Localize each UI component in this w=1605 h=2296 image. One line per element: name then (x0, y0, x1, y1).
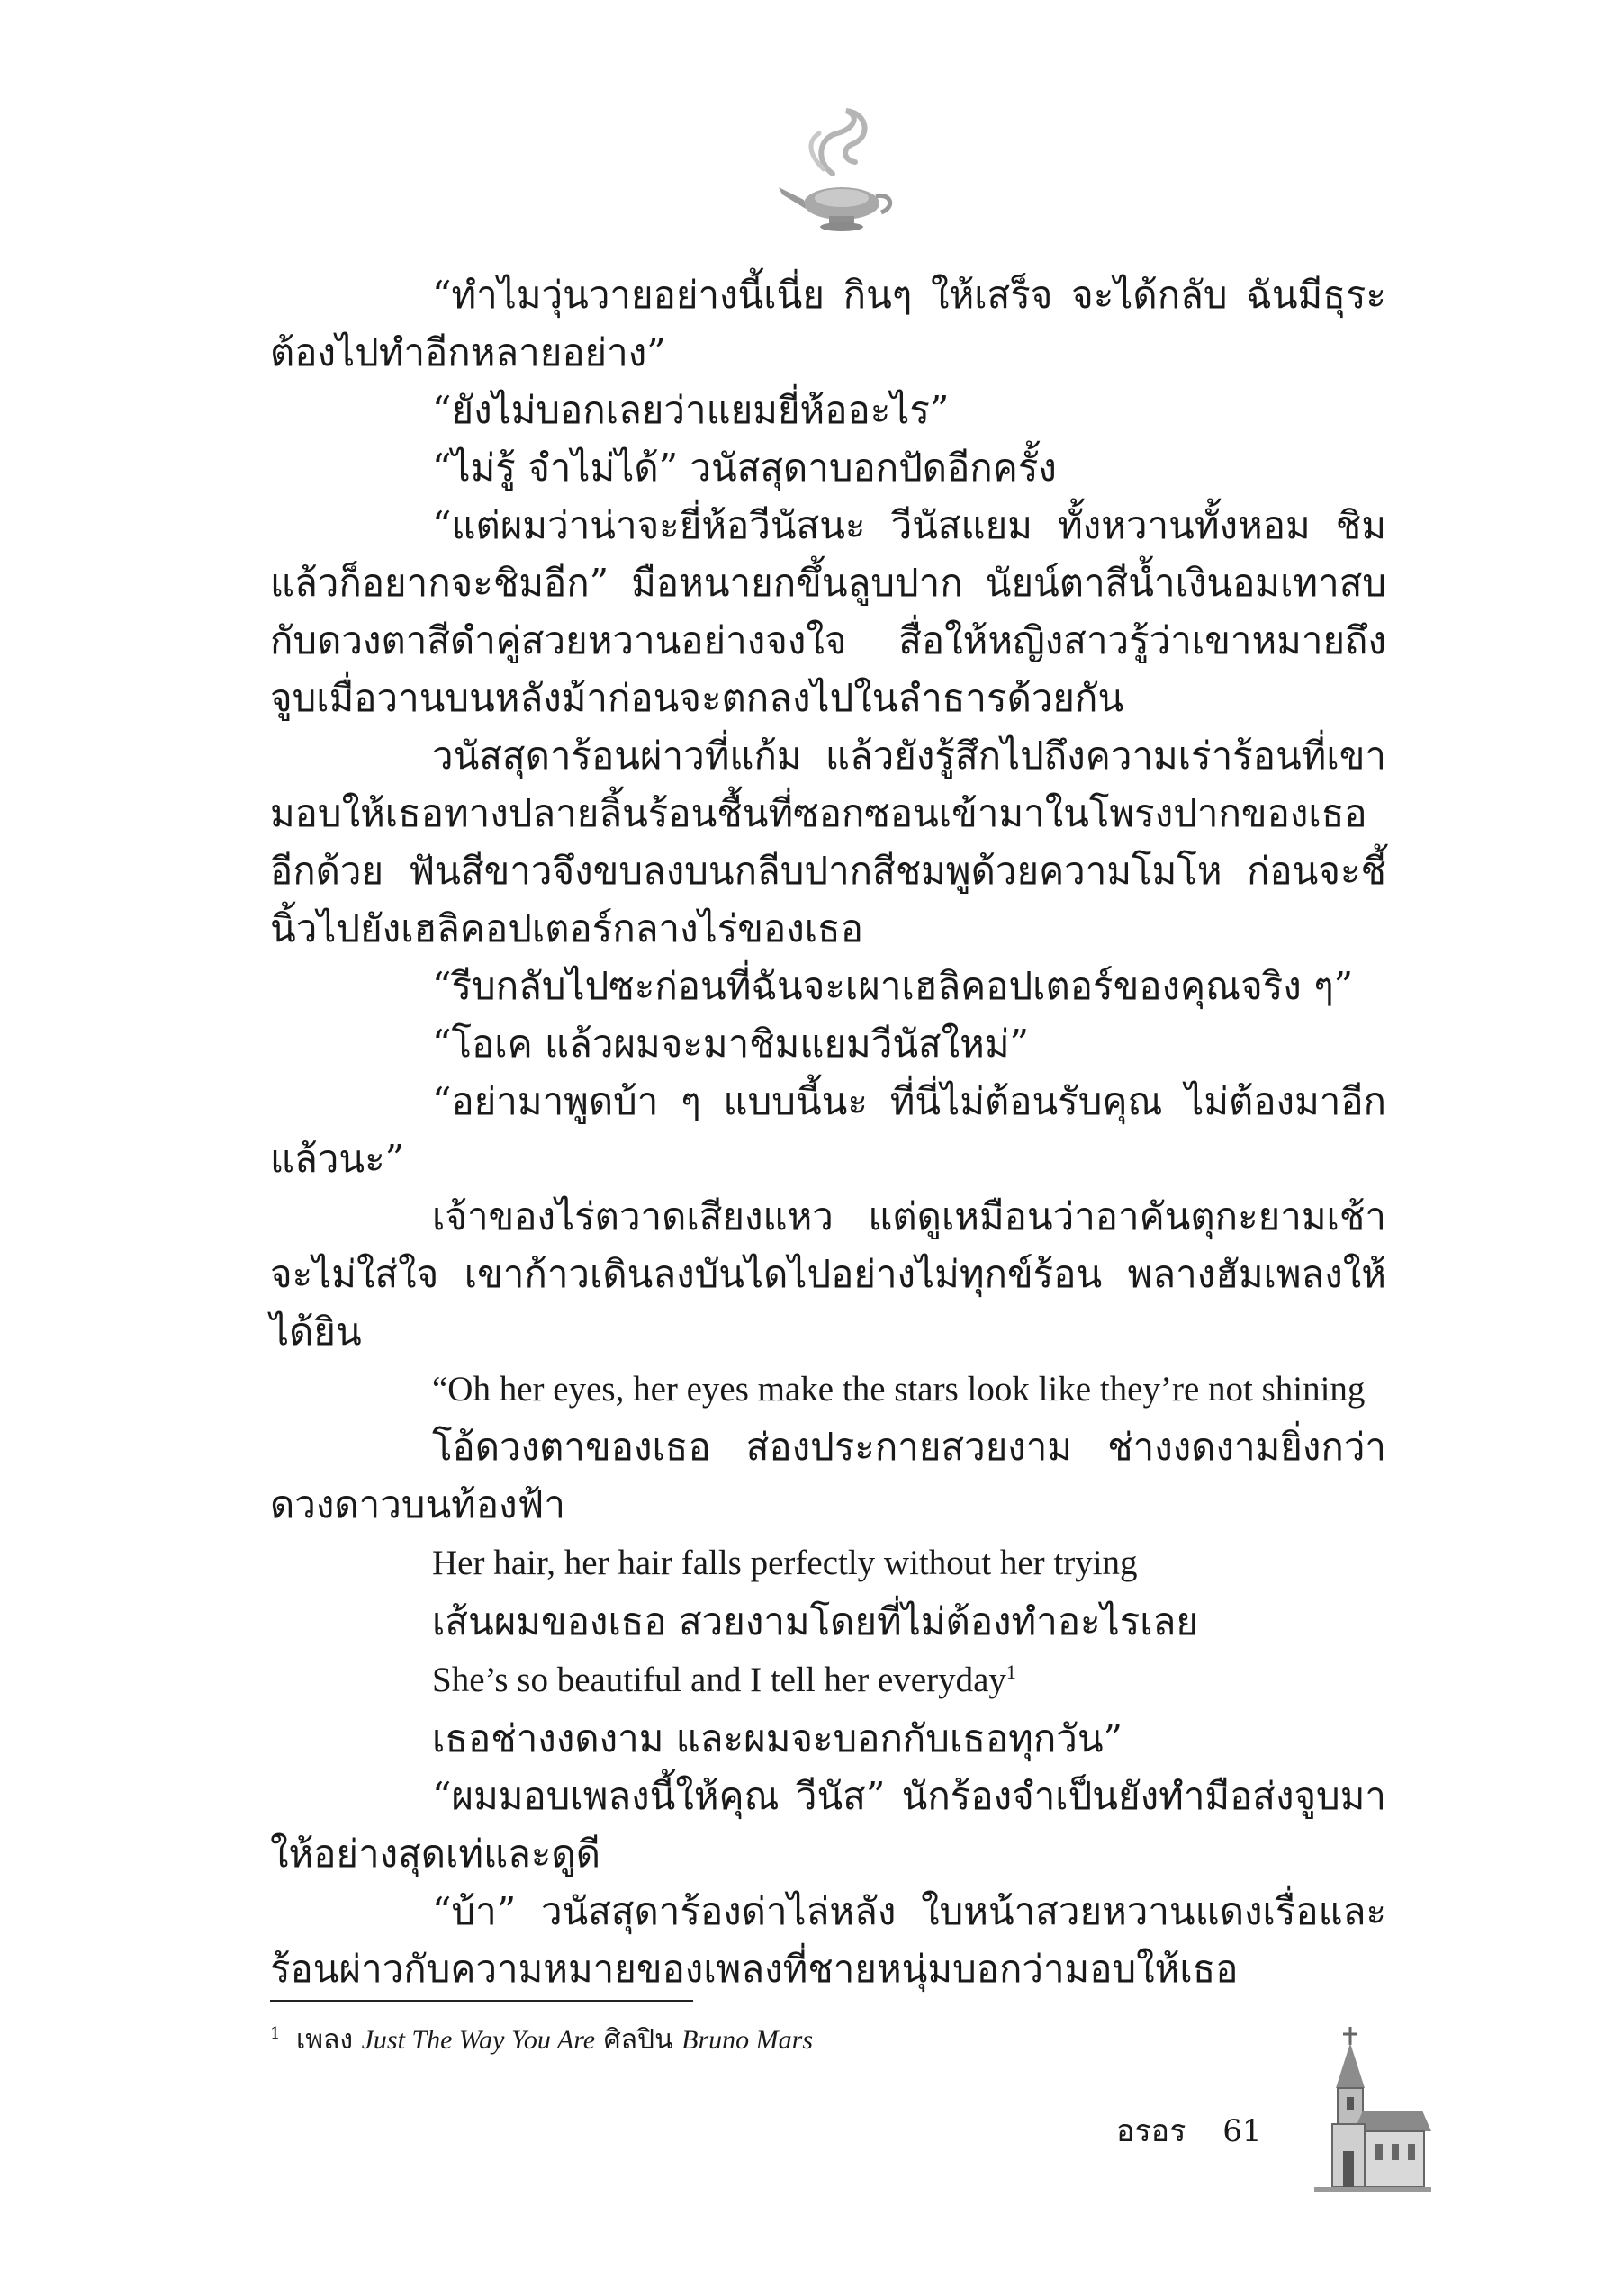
paragraph: “โอเค แล้วผมจะมาชิมแยมวีนัสใหม่” (432, 1022, 1030, 1066)
paragraph: “ทำไมวุ่นวายอย่างนี้เนี่ย กินๆ ให้เสร็จ จะได้กลับ ฉันมีธุระต้องไปทำอีกหลายอย่าง” (270, 273, 1386, 374)
page-footer (1116, 2113, 1261, 2149)
paragraph: “แต่ผมว่าน่าจะยี่ห้อวีนัสนะ วีนัสแยม ทั้งหวานทั้งหอม ชิมแล้วก็อยากจะชิมอีก” มือหนายกขึ้นลูบปาก นัยน์ตาสีน้ำเงินอมเทาสบกับดวงตาสีดำคู่สวยหวานอย่างจงใจ สื่อให้หญิงสาวรู้ว่าเขาหมายถึงจูบเมื่อวานบนหลังม้าก่อนจะตกลงไปในลำธารด้วยกัน (270, 503, 1386, 720)
footnote-prefix: เพลง (296, 2024, 354, 2056)
page-number: 61 (1222, 2113, 1262, 2149)
paragraph: วนัสสุดาร้อนผ่าวที่แก้ม แล้วยังรู้สึกไปถึงความเร่าร้อนที่เขามอบให้เธอทางปลายลิ้นร้อนชื้นที่ซอกซอนเข้ามาในโพรงปากของเธออีกด้วย ฟันสีขาวจึงขบลงบนกลีบปากสีชมพูด้วยความโมโห ก่อนจะชี้นิ้วไปยังเฮลิคอปเตอร์กลางไร่ของเธอ (270, 734, 1386, 950)
lyric-text: She’s so beautiful and I tell her everyday (432, 1661, 1006, 1699)
lyric-translation: เธอช่างงดงาม และผมจะบอกกับเธอทุกวัน” (432, 1716, 1123, 1760)
paragraph: “ผมมอบเพลงนี้ให้คุณ วีนัส” นักร้องจำเป็นยังทำมือส่งจูบมาให้อย่างสุดเท่และดูดี (270, 1774, 1386, 1876)
lyric-translation: เส้นผมของเธอ สวยงามโดยที่ไม่ต้องทำอะไรเลย (432, 1599, 1198, 1643)
footnote-divider (270, 2000, 693, 2002)
paragraph: เจ้าของไร่ตวาดเสียงแหว แต่ดูเหมือนว่าอาคันตุกะยามเช้าจะไม่ใส่ใจ เขาก้าวเดินลงบันไดไปอย่างไม่ทุกข์ร้อน พลางฮัมเพลงให้ได้ยิน (270, 1194, 1386, 1354)
footnote-mid: ศิลปิน (603, 2024, 673, 2056)
paragraph: “อย่ามาพูดบ้า ๆ แบบนี้นะ ที่นี่ไม่ต้อนรับคุณ ไม่ต้องมาอีกแล้วนะ” (270, 1079, 1386, 1181)
church-icon (1296, 2025, 1431, 2196)
lyric-line (270, 1651, 1386, 1710)
lyric-line: Her hair, her hair falls perfectly without her trying (432, 1544, 1138, 1582)
paragraph: “ยังไม่บอกเลยว่าแยมยี่ห้ออะไร” (432, 388, 950, 432)
paragraph: “บ้า” วนัสสุดาร้องด่าไล่หลัง ใบหน้าสวยหวานแดงเรื่อและร้อนผ่าวกับความหมายของเพลงที่ชายหนุ่มบอกว่ามอบให้เธอ (270, 1889, 1386, 1991)
paragraph: “ไม่รู้ จำไม่ได้” วนัสสุดาบอกปัดอีกครั้ง (432, 446, 1057, 490)
footnote (270, 2016, 813, 2058)
footnote-marker[interactable]: 1 (1005, 1661, 1016, 1683)
footnote-song-title: Just The Way You Are (361, 2025, 596, 2055)
lyric-line: “Oh her eyes, her eyes make the stars look like they’re not shining (432, 1370, 1366, 1409)
footnote-number: 1 (270, 2024, 281, 2043)
magic-lamp-icon (770, 106, 905, 241)
paragraph: “รีบกลับไปซะก่อนที่ฉันจะเผาเฮลิคอปเตอร์ของคุณจริง ๆ” (432, 964, 1354, 1008)
author-name: อรอร (1116, 2113, 1186, 2149)
lyric-translation: โอ้ดวงตาของเธอ ส่องประกายสวยงาม ช่างงดงามยิ่งกว่าดวงดาวบนท้องฟ้า (270, 1425, 1386, 1526)
body-text (270, 266, 1386, 1998)
footnote-artist: Bruno Mars (681, 2025, 813, 2055)
